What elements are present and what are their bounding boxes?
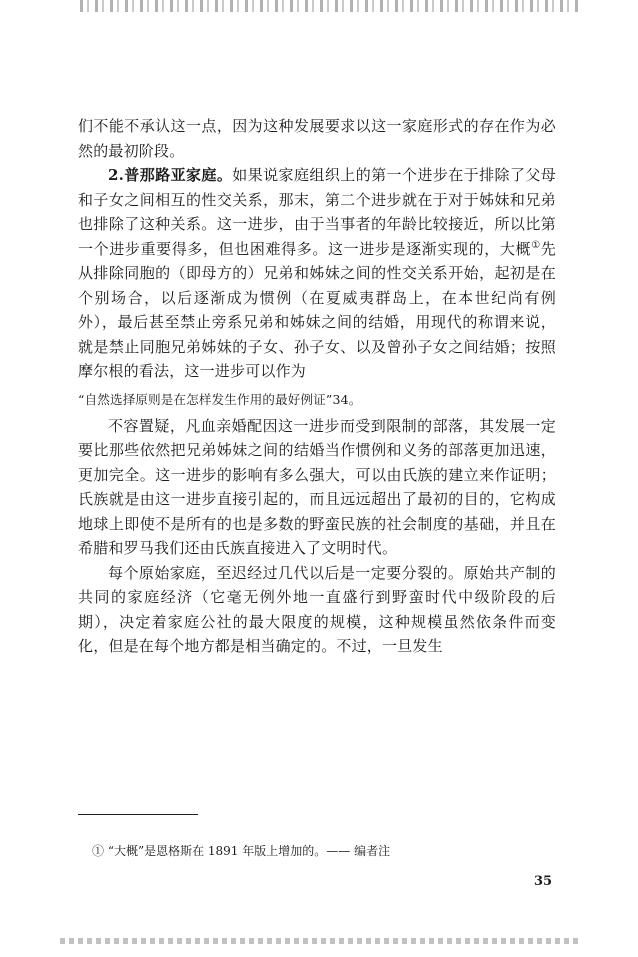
- footnote: ① “大概”是恩格斯在 1891 年版上增加的。—— 编者注: [92, 844, 391, 858]
- footnote-marker[interactable]: ①: [531, 239, 541, 251]
- paragraph-2-text-b: 先从排除同胞的（即母方的）兄弟和姊妹之间的性交关系开始，起初是在个别场合，以后逐渐成为惯例（在夏威夷群岛上，在本世纪尚有例外），最后甚至禁止旁系兄弟和姊妹之间的结婚，用现代的称谓来说，就是禁止同胞兄弟姊妹的子女、孙子女、以及曾孙子女之间结婚；按照摩尔根的看法，这一进步可以作为: [78, 239, 556, 380]
- body-text: [78, 114, 556, 659]
- paragraph-2-text-a: 如果说家庭组织上的第一个进步在于排除了父母和子女之间相互的性交关系，那末，第二个进步就在于对于姊妹和兄弟也排除了这种关系。这一进步，由于当事者的年龄比较接近，所以比第一个进步重要得多，但也困难得多。这一进步是逐渐实现的，大概: [78, 166, 557, 258]
- paragraph-1: 们不能不承认这一点，因为这种发展要求以这一家庭形式的存在作为必然的最初阶段。: [78, 117, 556, 160]
- footnote-divider: [78, 814, 198, 815]
- quotation: “自然选择原则是在怎样发生作用的最好例证”34。: [78, 391, 362, 407]
- section-heading: 2.普那路亚家庭。: [108, 166, 233, 184]
- paragraph-4: 每个原始家庭，至迟经过几代以后是一定要分裂的。原始共产制的共同的家庭经济（它毫无例外地一直盛行到野蛮时代中级阶段的后期），决定着家庭公社的最大限度的规模，这种规模虽然依条件而变化，但是在每个地方都是相当确定的。不过，一旦发生: [78, 563, 556, 655]
- paragraph-3: 不容置疑，凡血亲婚配因这一进步而受到限制的部落，其发展一定要比那些依然把兄弟姊妹之间的结婚当作惯例和义务的部落更加迅速，更加完全。这一进步的影响有多么强大，可以由氏族的建立来作证明；氏族就是由这一进步直接引起的，而且远远超出了最初的目的，它构成地球上即使不是所有的也是多数的野蛮民族的社会制度的基础，并且在希腊和罗马我们还由氏族直接进入了文明时代。: [78, 416, 556, 557]
- page-number: 35: [534, 874, 553, 889]
- scan-artifact-bottom: [60, 938, 580, 944]
- scan-artifact-top: [80, 0, 580, 12]
- paragraph-2: [78, 163, 556, 384]
